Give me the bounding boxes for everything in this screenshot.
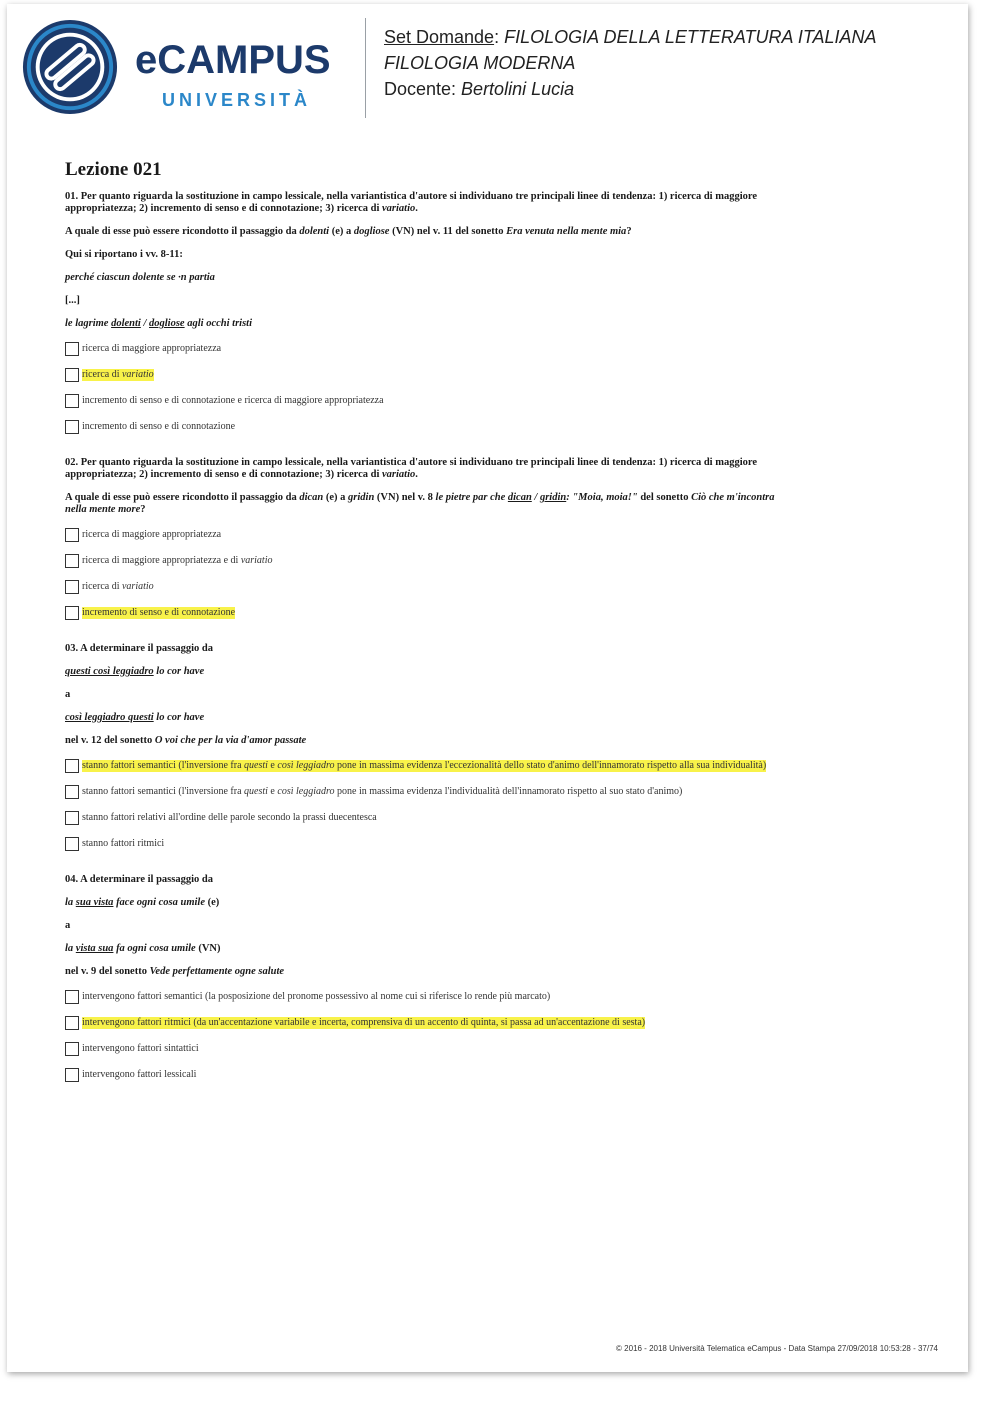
opt-i1: questi xyxy=(244,760,268,771)
subcourse-name: FILOLOGIA MODERNA xyxy=(384,53,576,73)
q3-ref-a: nel v. 12 del sonetto xyxy=(65,735,155,746)
q4-line1-c: (e) xyxy=(205,897,220,908)
q1-verse2 xyxy=(65,318,925,330)
q4-ref-title: Vede perfettamente ogne salute xyxy=(149,966,285,977)
q1-ask-word1: dolenti xyxy=(299,226,330,237)
checkbox[interactable] xyxy=(65,606,79,620)
lesson-title: Lezione 021 xyxy=(65,159,162,180)
q4-line1 xyxy=(65,897,925,909)
q1-option-1[interactable] xyxy=(65,341,925,357)
option-text: intervengono fattori sintattici xyxy=(82,1043,199,1054)
q2-ask-c: (VN) nel v. 8 xyxy=(374,492,436,503)
q2-ask-b: (e) a xyxy=(323,492,349,503)
q2-ask-d: del sonetto xyxy=(637,492,692,503)
q2-ask-end: ? xyxy=(140,504,146,515)
q4-ref xyxy=(65,966,925,978)
q1-ask-title: Era venuta nella mente mia xyxy=(506,226,627,237)
page-footer: © 2016 - 2018 Università Telematica eCampus - Data Stampa 27/09/2018 10:53:28 - 37/74 xyxy=(616,1344,938,1353)
course-name: FILOLOGIA DELLA LETTERATURA ITALIANA xyxy=(504,27,877,47)
q3-head: 03. A determinare il passaggio da xyxy=(65,643,213,654)
option-text-italic: variatio xyxy=(121,581,154,592)
q4-line1-u: sua vista xyxy=(75,897,114,908)
q4-line2-b: fa ogni cosa umile xyxy=(113,943,196,954)
opt-c: pone in massima evidenza l'individualità dell'innamorato rispetto al suo stato d'animo) xyxy=(334,786,683,797)
checkbox[interactable] xyxy=(65,837,79,851)
checkbox[interactable] xyxy=(65,759,79,773)
logo-wordmark: eCAMPUS xyxy=(135,38,331,82)
set-label: Set Domande xyxy=(384,27,495,47)
q3-ref-title: O voi che per la via d'amor passate xyxy=(154,735,307,746)
checkbox[interactable] xyxy=(65,990,79,1004)
q3-line1-rest: lo cor have xyxy=(153,666,205,677)
checkbox[interactable] xyxy=(65,342,79,356)
set-separator: : xyxy=(494,27,505,47)
question-2 xyxy=(65,457,925,621)
q4-line1-a: la xyxy=(65,897,76,908)
q2-head-end: . xyxy=(415,469,418,480)
option-text-a: ricerca di xyxy=(82,581,122,592)
q1-verse2-u2: dogliose xyxy=(149,318,185,329)
docente-label: Docente: xyxy=(384,79,462,99)
opt-i2: così leggiadro xyxy=(277,760,335,771)
option-text xyxy=(82,581,154,593)
q1-head-line2 xyxy=(65,203,925,215)
option-text: incremento di senso e di connotazione e ricerca di maggiore appropriatezza xyxy=(82,395,384,406)
option-text xyxy=(82,555,272,567)
opt-b: e xyxy=(267,786,278,797)
q1-ellipsis: [...] xyxy=(65,295,80,306)
q1-verse2-a: le lagrime xyxy=(65,318,112,329)
q4-option-1[interactable] xyxy=(65,989,925,1005)
q2-ask-it2: : "Moia, moia!" xyxy=(566,492,638,503)
option-text: ricerca di maggiore appropriatezza xyxy=(82,343,222,354)
q3-option-3[interactable] xyxy=(65,810,925,826)
question-2-head xyxy=(65,457,925,481)
q4-a: a xyxy=(65,920,71,931)
option-text-a: ricerca di maggiore appropriatezza e di xyxy=(82,555,241,566)
q2-ask xyxy=(65,492,925,516)
checkbox[interactable] xyxy=(65,420,79,434)
q1-verses-intro: Qui si riportano i vv. 8-11: xyxy=(65,249,183,260)
question-4 xyxy=(65,874,925,1083)
opt-i1: questi xyxy=(244,786,268,797)
opt-c: pone in massima evidenza l'eccezionalità dello stato d'animo dell'innamorato rispetto alla sua individualità) xyxy=(334,760,767,771)
q4-line1-b: face ogni cosa umile xyxy=(113,897,206,908)
q4-head: 04. A determinare il passaggio da xyxy=(65,874,213,885)
q2-ask-line1 xyxy=(65,492,925,504)
option-text: intervengono fattori lessicali xyxy=(82,1069,197,1080)
q4-option-2[interactable] xyxy=(65,1015,925,1031)
q4-ref-a: nel v. 9 del sonetto xyxy=(65,966,150,977)
q3-line2 xyxy=(65,712,925,724)
q4-line2-u: vista sua xyxy=(75,943,114,954)
course-line xyxy=(384,24,877,50)
q2-option-4[interactable] xyxy=(65,605,925,621)
q2-head-line2 xyxy=(65,469,925,481)
q1-head-line1: 01. Per quanto riguarda la sostituzione in campo lessicale, nella variantistica d'autore si individuano tre principali linee di tendenza: 1) ricerca di maggiore xyxy=(65,191,758,202)
page-content xyxy=(65,159,925,1093)
option-text-highlighted xyxy=(82,760,766,772)
checkbox[interactable] xyxy=(65,368,79,382)
q1-head-italic: variatio xyxy=(382,203,416,214)
q3-line2-u: così leggiadro questi xyxy=(65,712,154,723)
q2-option-2[interactable] xyxy=(65,553,925,569)
question-1 xyxy=(65,191,925,435)
option-text-a: ricerca di xyxy=(82,369,122,380)
q2-option-1[interactable] xyxy=(65,527,925,543)
q2-ask-word2: gridin xyxy=(348,492,375,503)
q1-option-2[interactable] xyxy=(65,367,925,383)
q2-option-3[interactable] xyxy=(65,579,925,595)
q2-ask-line2 xyxy=(65,504,925,516)
q2-ask-slash: / xyxy=(531,492,540,503)
q4-option-3[interactable] xyxy=(65,1041,925,1057)
option-text xyxy=(82,786,682,798)
q2-ask-a: A quale di esse può essere ricondotto il passaggio da xyxy=(65,492,300,503)
q4-line2 xyxy=(65,943,925,955)
q2-ask-word1: dican xyxy=(299,492,324,503)
checkbox[interactable] xyxy=(65,1016,79,1030)
q1-option-3[interactable] xyxy=(65,393,925,409)
q4-line2-a: la xyxy=(65,943,76,954)
q1-ask-b: (e) a xyxy=(329,226,354,237)
q2-ask-title-b: nella mente more xyxy=(65,504,141,515)
document-page xyxy=(7,4,968,1372)
opt-a: stanno fattori semantici (l'inversione fra xyxy=(82,760,245,771)
q1-ask-end: ? xyxy=(626,226,632,237)
q3-line2-rest: lo cor have xyxy=(153,712,205,723)
q3-option-1[interactable] xyxy=(65,758,925,774)
header-info xyxy=(384,24,877,102)
q4-line2-c: (VN) xyxy=(195,943,221,954)
q4-option-4[interactable] xyxy=(65,1067,925,1083)
checkbox[interactable] xyxy=(65,1068,79,1082)
q2-head-b: appropriatezza; 2) incremento di senso e di connotazione; 3) ricerca di xyxy=(65,469,382,480)
checkbox[interactable] xyxy=(65,528,79,542)
q2-ask-u2: gridin xyxy=(539,492,567,503)
question-1-head xyxy=(65,191,925,215)
option-text-italic: variatio xyxy=(121,369,154,380)
q2-head-italic: variatio xyxy=(382,469,416,480)
page-header xyxy=(7,4,968,134)
option-text-italic: variatio xyxy=(240,555,273,566)
q1-ask-word2: dogliose xyxy=(353,226,390,237)
q1-ask-c: (VN) nel v. 11 del sonetto xyxy=(389,226,507,237)
docente-line xyxy=(384,76,877,102)
option-text-highlighted xyxy=(82,369,154,381)
q1-ask xyxy=(65,226,925,238)
q1-head-b: appropriatezza; 2) incremento di senso e di connotazione; 3) ricerca di xyxy=(65,203,382,214)
q2-head-line1: 02. Per quanto riguarda la sostituzione in campo lessicale, nella variantistica d'autore si individuano tre principali linee di tendenza: 1) ricerca di maggiore xyxy=(65,457,758,468)
q2-ask-title-a: Ciò che m'incontra xyxy=(691,492,775,503)
q3-line1 xyxy=(65,666,925,678)
q2-ask-it1: le pietre par che xyxy=(435,492,508,503)
q1-option-4[interactable] xyxy=(65,419,925,435)
q3-line1-u: questi così leggiadro xyxy=(65,666,154,677)
opt-b: e xyxy=(267,760,278,771)
q3-option-4[interactable] xyxy=(65,836,925,852)
q1-verse1: perché ciascun dolente se ·n partia xyxy=(65,272,215,283)
q1-verse2-u1: dolenti xyxy=(111,318,141,329)
ecampus-logo-icon xyxy=(21,18,119,116)
checkbox[interactable] xyxy=(65,554,79,568)
option-text: stanno fattori ritmici xyxy=(82,838,165,849)
checkbox[interactable] xyxy=(65,1042,79,1056)
option-text-highlighted: intervengono fattori ritmici (da un'accentazione variabile e incerta, comprensiva di un accento di quinta, si passa ad un'accentazione di sesta) xyxy=(82,1017,646,1028)
option-text: incremento di senso e di connotazione xyxy=(82,421,236,432)
checkbox[interactable] xyxy=(65,580,79,594)
q1-head-end: . xyxy=(415,203,418,214)
opt-a: stanno fattori semantici (l'inversione fra xyxy=(82,786,245,797)
checkbox[interactable] xyxy=(65,785,79,799)
opt-i2: così leggiadro xyxy=(277,786,335,797)
q1-verse2-c: agli occhi tristi xyxy=(184,318,252,329)
question-3 xyxy=(65,643,925,852)
header-divider xyxy=(365,18,366,118)
option-text: intervengono fattori semantici (la posposizione del pronome possessivo al nome cui si riferisce lo rende più marcato) xyxy=(82,991,551,1002)
q3-ref xyxy=(65,735,925,747)
option-text-highlighted: incremento di senso e di connotazione xyxy=(82,607,236,618)
q3-option-2[interactable] xyxy=(65,784,925,800)
logo-subtitle: UNIVERSITÀ xyxy=(162,90,312,110)
q2-ask-u1: dican xyxy=(507,492,532,503)
q3-a: a xyxy=(65,689,71,700)
q1-verse2-b: / xyxy=(140,318,150,329)
option-text: stanno fattori relativi all'ordine delle parole secondo la prassi duecentesca xyxy=(82,812,377,823)
docente-name: Bertolini Lucia xyxy=(461,79,575,99)
q1-ask-a: A quale di esse può essere ricondotto il passaggio da xyxy=(65,226,300,237)
checkbox[interactable] xyxy=(65,394,79,408)
checkbox[interactable] xyxy=(65,811,79,825)
option-text: ricerca di maggiore appropriatezza xyxy=(82,529,222,540)
